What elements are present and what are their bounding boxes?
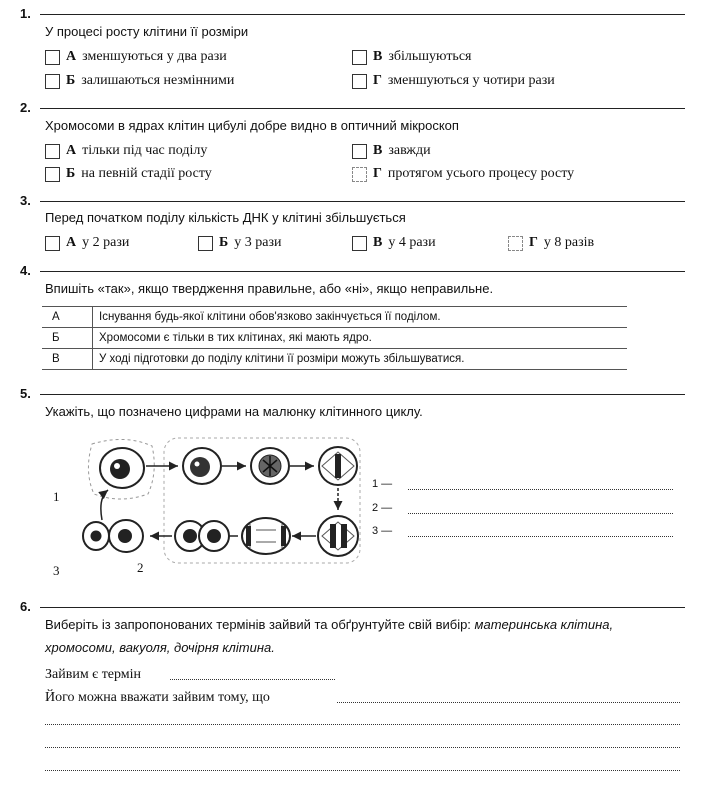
option-text: тільки під час поділу [82, 143, 208, 158]
reason-label: Його можна вважати зайвим тому, що [45, 690, 270, 705]
option-text: зменшуються у два рази [82, 49, 227, 64]
prompt-lead: Виберіть із запропонованих термінів зайвий та обґрунтуйте свій вибір: [45, 617, 471, 632]
option-text: зменшуються у чотири рази [387, 73, 555, 88]
question-5-rule [40, 394, 685, 395]
extra-term-answer-line[interactable] [170, 679, 335, 680]
cell-cytokinesis-icon [175, 521, 229, 551]
question-6-prompt [45, 617, 613, 632]
cell-cycle-figure [80, 432, 370, 572]
q3-option-g[interactable] [508, 235, 594, 251]
option-text: протягом усього процесу росту [387, 166, 575, 181]
reason-line-1[interactable] [337, 702, 680, 703]
question-3-number: 3. [20, 193, 31, 208]
answer-line-3[interactable] [408, 536, 673, 537]
option-text: залишаються незмінними [81, 73, 235, 88]
answer-label-1: 1 — [372, 478, 393, 490]
q3-option-b[interactable] [198, 235, 282, 251]
checkbox-icon[interactable] [508, 236, 523, 251]
extra-term-label: Зайвим є термін [45, 667, 142, 682]
checkbox-icon[interactable] [198, 236, 213, 251]
row-statement: Хромосоми є тільки в тих клітинах, які мають ядро. [93, 328, 556, 349]
question-1-rule [40, 14, 685, 15]
option-text: завжди [388, 143, 431, 158]
q1-option-g[interactable] [352, 73, 555, 89]
row-statement: У ході підготовки до поділу клітини її розміри можуть збільшуватися. [93, 349, 556, 370]
figure-label-1: 1 [53, 489, 60, 504]
reason-line-2[interactable] [45, 724, 680, 725]
option-letter: В [373, 143, 383, 158]
row-statement: Існування будь-якої клітини обов'язково закінчується її поділом. [93, 307, 556, 328]
answer-cell[interactable] [555, 307, 627, 328]
table-row [42, 307, 627, 328]
row-letter: А [42, 307, 93, 328]
cell-interphase-icon [100, 448, 144, 488]
option-letter: Г [373, 73, 382, 88]
checkbox-icon[interactable] [352, 74, 367, 89]
question-2-prompt: Хромосоми в ядрах клітин цибулі добре видно в оптичний мікроскоп [45, 118, 459, 133]
terms-part-1: материнська клітина, [474, 617, 614, 632]
option-text: збільшуються [388, 49, 472, 64]
checkbox-icon[interactable] [352, 167, 367, 182]
answer-cell[interactable] [555, 349, 627, 370]
question-4-rule [40, 271, 685, 272]
true-false-table [42, 306, 627, 370]
reason-line-3[interactable] [45, 747, 680, 748]
q3-option-v[interactable] [352, 235, 436, 251]
checkbox-icon[interactable] [45, 74, 60, 89]
option-letter: Б [219, 235, 229, 250]
q3-option-a[interactable] [45, 235, 129, 251]
question-6-rule [40, 607, 685, 608]
figure-label-2: 2 [137, 560, 144, 575]
option-text: на певній стадії росту [81, 166, 212, 181]
cell-anaphase-icon [318, 516, 358, 556]
checkbox-icon[interactable] [352, 236, 367, 251]
question-4-number: 4. [20, 263, 31, 278]
answer-line-2[interactable] [408, 513, 673, 514]
option-letter: А [66, 49, 77, 64]
question-2-rule [40, 108, 685, 109]
option-letter: А [66, 143, 77, 158]
option-text: у 2 рази [82, 235, 130, 250]
q2-option-b[interactable] [45, 166, 212, 182]
question-1-number: 1. [20, 6, 31, 21]
cell-prophase-icon [183, 448, 221, 484]
q1-option-v[interactable] [352, 49, 471, 65]
checkbox-icon[interactable] [352, 144, 367, 159]
question-5-prompt: Укажіть, що позначено цифрами на малюнку клітинного циклу. [45, 404, 423, 419]
cell-telophase-icon [242, 518, 290, 554]
question-6-terms: хромосоми, вакуоля, дочірня клітина. [45, 640, 275, 655]
option-letter: В [373, 49, 383, 64]
question-5-number: 5. [20, 386, 31, 401]
q2-option-v[interactable] [352, 143, 431, 159]
option-letter: А [66, 235, 77, 250]
option-text: у 8 разів [543, 235, 595, 250]
checkbox-icon[interactable] [45, 236, 60, 251]
checkbox-icon[interactable] [45, 167, 60, 182]
question-3-prompt: Перед початком поділу кількість ДНК у клітині збільшується [45, 210, 406, 225]
question-2-number: 2. [20, 100, 31, 115]
checkbox-icon[interactable] [45, 144, 60, 159]
option-text: у 3 рази [234, 235, 282, 250]
q2-option-a[interactable] [45, 143, 207, 159]
answer-label-2: 2 — [372, 502, 393, 514]
row-letter: Б [42, 328, 93, 349]
q1-option-a[interactable] [45, 49, 227, 65]
option-letter: Б [66, 73, 76, 88]
reason-line-4[interactable] [45, 770, 680, 771]
table-row [42, 328, 627, 349]
daughter-cells-icon [83, 520, 143, 552]
cell-prometaphase-icon [251, 448, 289, 484]
question-3-rule [40, 201, 685, 202]
option-text: у 4 рази [388, 235, 436, 250]
answer-cell[interactable] [555, 328, 627, 349]
row-letter: В [42, 349, 93, 370]
answer-line-1[interactable] [408, 489, 673, 490]
answer-label-3: 3 — [372, 525, 393, 537]
q2-option-g[interactable] [352, 166, 574, 182]
table-row [42, 349, 627, 370]
checkbox-icon[interactable] [352, 50, 367, 65]
option-letter: Г [373, 166, 382, 181]
question-1-prompt: У процесі росту клітини її розміри [45, 24, 249, 39]
question-4-prompt: Впишіть «так», якщо твердження правильне, або «ні», якщо неправильне. [45, 281, 494, 296]
option-letter: Г [529, 235, 538, 250]
checkbox-icon[interactable] [45, 50, 60, 65]
option-letter: Б [66, 166, 76, 181]
option-letter: В [373, 235, 383, 250]
cell-metaphase-icon [319, 447, 357, 485]
question-6-number: 6. [20, 599, 31, 614]
q1-option-b[interactable] [45, 73, 234, 89]
figure-label-3: 3 [53, 563, 60, 578]
